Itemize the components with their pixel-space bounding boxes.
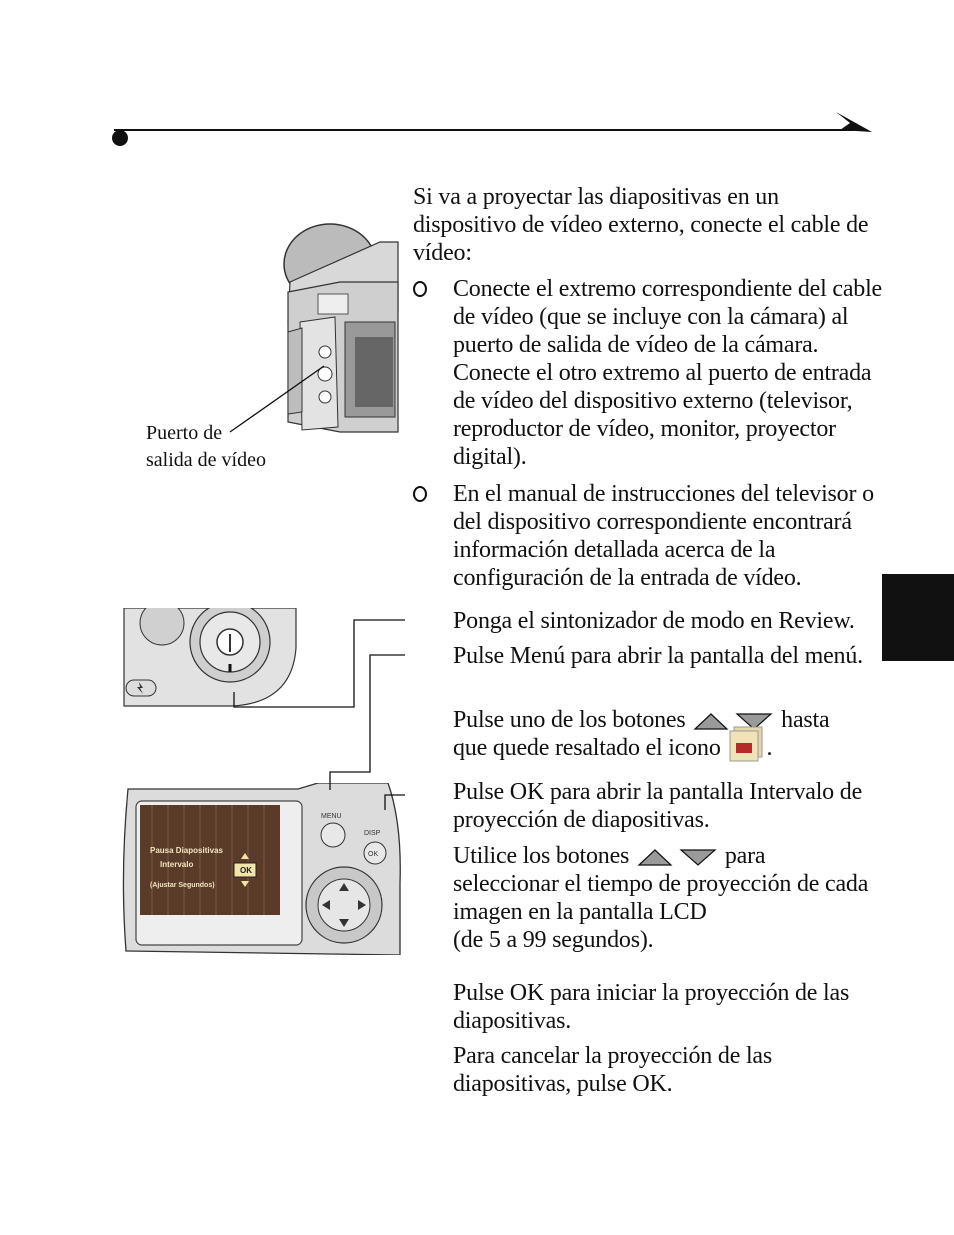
- video-port-caption: [146, 420, 266, 474]
- step-3-text-d: .: [766, 735, 773, 761]
- intro-paragraph: Si va a proyectar las diapositivas en un dispositivo de vídeo externo, conecte el cable de vídeo:: [413, 184, 869, 266]
- section-tab: [882, 574, 954, 661]
- bullet-text: Conecte el extremo correspondiente del cable de vídeo (que se incluye con la cámara) al puerto de salida de vídeo de la cámara. Conecte el otro extremo al puerto de entrada de vídeo del dispositivo externo (televisor, reproductor de vídeo, monitor, proyector digital).: [453, 276, 883, 470]
- step-7: Para cancelar la proyección de las diapositivas, pulse OK.: [453, 1043, 773, 1097]
- step-3-text-b: hasta: [781, 707, 830, 733]
- bullet-icon: [413, 480, 453, 592]
- menu-label: MENU: [321, 813, 342, 820]
- step-3: [453, 706, 883, 763]
- ok-label: OK: [368, 851, 379, 858]
- step-5-text-b: para: [724, 843, 766, 869]
- step-2: Pulse Menú para abrir la pantalla del menú.: [453, 643, 863, 669]
- caption-line-1: Puerto de: [146, 422, 223, 444]
- lcd-line3-text: (Ajustar Segundos): [150, 882, 215, 889]
- bullet-item: [413, 480, 883, 592]
- callout-lines: [230, 612, 410, 812]
- step-6: Pulse OK para iniciar la proyección de las diapositivas.: [453, 980, 850, 1034]
- up-down-arrow-icons: [635, 847, 719, 867]
- next-page-arrow-icon: [834, 110, 874, 136]
- lcd-line2-text: Intervalo: [160, 860, 194, 869]
- bullet-icon: [413, 275, 453, 471]
- lcd-value-text: OK: [240, 866, 252, 875]
- step-5: [453, 842, 883, 954]
- bullet-item: [413, 275, 883, 471]
- caption-line-2: salida de vídeo: [146, 449, 266, 471]
- step-5-text-a: Utilice los botones: [453, 843, 630, 869]
- step-3-text-a: Pulse uno de los botones: [453, 707, 686, 733]
- slideshow-icon: [726, 725, 766, 763]
- header-rule: [114, 129, 854, 131]
- step-3-text-c: que quede resaltado el icono: [453, 735, 721, 761]
- disp-label: DISP: [364, 830, 381, 837]
- step-5-text-d: (de 5 a 99 segundos).: [453, 927, 654, 953]
- lcd-title-text: Pausa Diapositivas: [150, 846, 223, 855]
- step-5-text-c: seleccionar el tiempo de proyección de cada imagen en la pantalla LCD: [453, 871, 869, 925]
- header-rule-dot: [112, 130, 128, 146]
- step-1: Ponga el sintonizador de modo en Review.: [453, 608, 855, 634]
- bullet-text: En el manual de instrucciones del televisor o del dispositivo correspondiente encontrará información detallada acerca de la configuración de la entrada de vídeo.: [453, 481, 874, 591]
- step-4: Pulse OK para abrir la pantalla Intervalo de proyección de diapositivas.: [453, 779, 863, 833]
